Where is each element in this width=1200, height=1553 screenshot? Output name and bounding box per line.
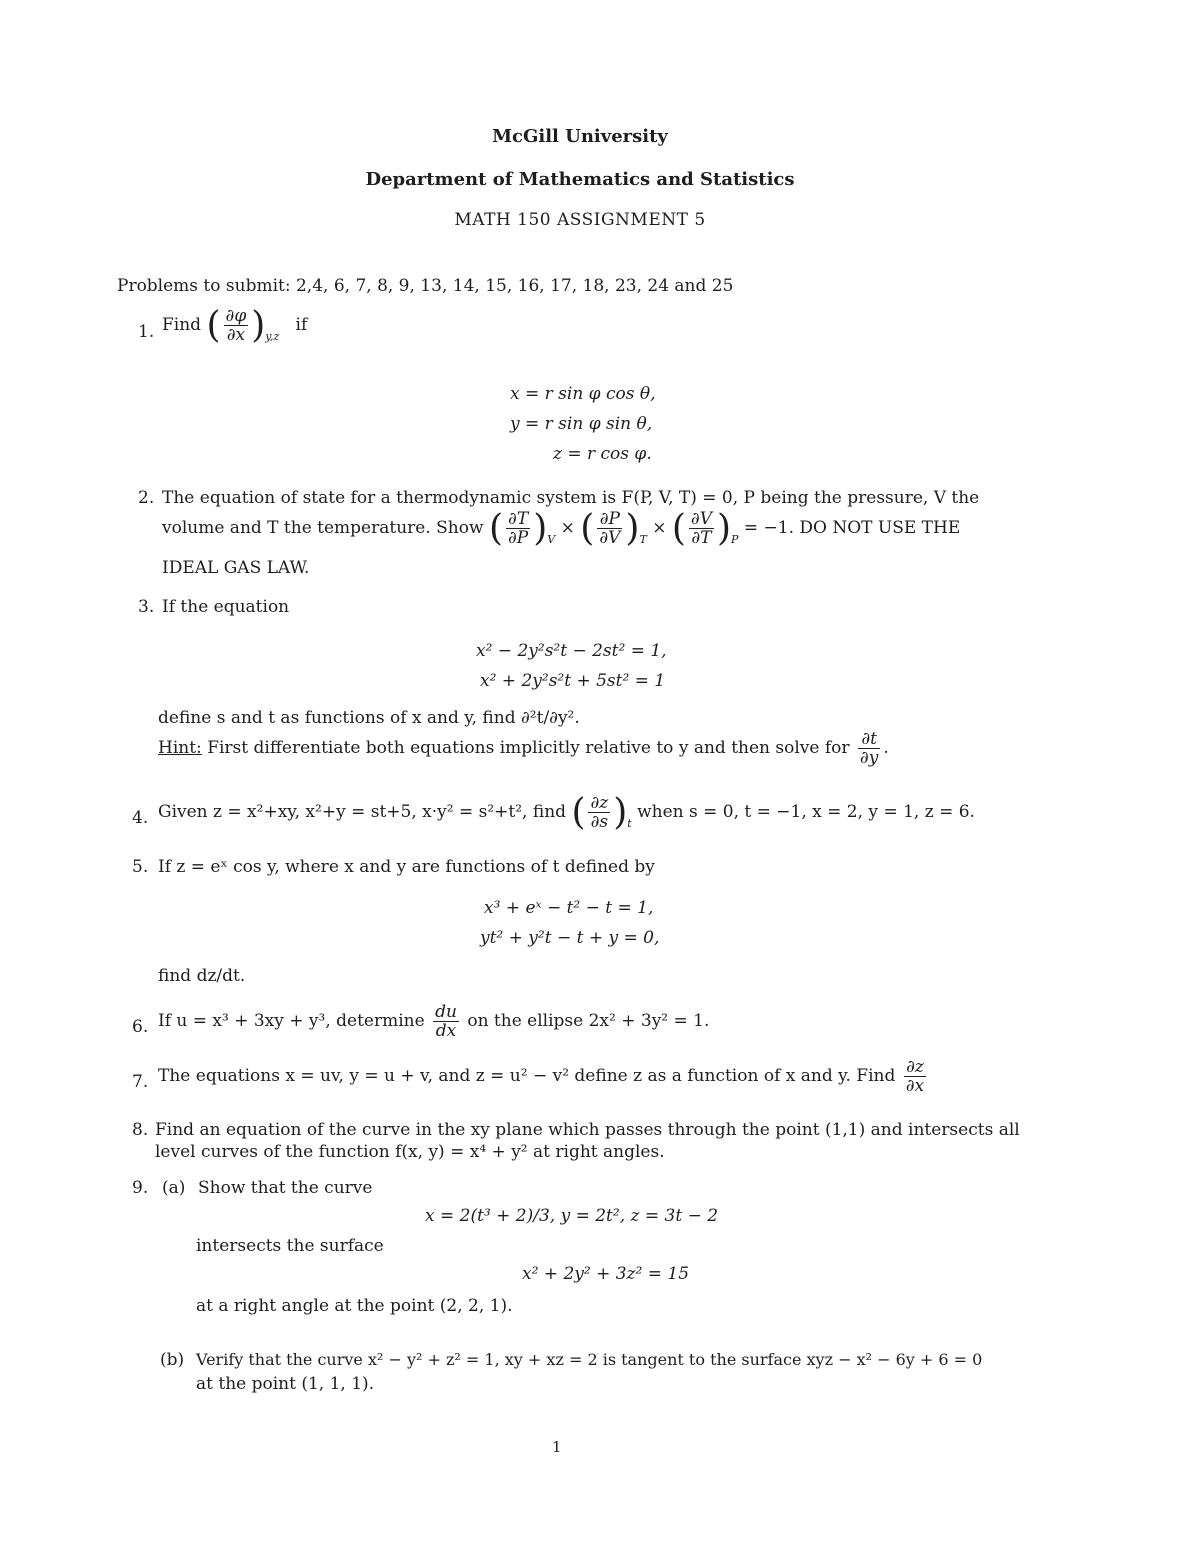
p2-line-2: volume and T the temperature. Show ( $\frac{\partial T}{\partial P}$ )$_V$ × ( $\frac{\partial P}{\partial V}$ )$_T$ × ( $\frac{\partial V}{\partial T}$ )$_P = -1$. DO NOT USE THE — [162, 508, 961, 549]
dz-ds: $\frac{\partial z}{\partial s}$ — [590, 793, 609, 832]
p1-equation-3: z = r cos φ. — [553, 444, 652, 464]
p3-equation-2: x² + 2y²s²t + 5st² = 1 — [480, 671, 666, 691]
p9a-label: (a) — [162, 1178, 186, 1198]
p3-hint: Hint: First differentiate both equations implicitly relative to y and then solve for $\frac{\partial t}{\partial y}$ . — [158, 729, 889, 768]
p4-given-text: Given z = x²+xy, x²+y = st+5, x·y² = s²+t², find — [158, 802, 567, 822]
p2-equals-text: = −1. DO NOT USE THE — [743, 518, 961, 538]
department-name: Department of Mathematics and Statistics — [365, 169, 795, 190]
p5-equation-2: yt² + y²t − t + y = 0, — [480, 928, 660, 948]
dP-dV: $\frac{\partial P}{\partial V}$ — [599, 509, 621, 548]
find-text: Find — [162, 315, 202, 335]
if-text: if — [295, 315, 308, 335]
problem-9-number: 9. — [132, 1178, 149, 1198]
p6-text-2: on the ellipse 2x² + 3y² = 1. — [467, 1011, 710, 1031]
p9b-line-2: at the point (1, 1, 1). — [196, 1374, 375, 1394]
p1-equation-2: y = r sin φ sin θ, — [510, 414, 653, 434]
p6-statement — [158, 1003, 709, 1040]
p9a-line-2: intersects the surface — [196, 1236, 384, 1256]
p9a-line-1: Show that the curve — [198, 1178, 373, 1198]
p6-text-1: If u = x³ + 3xy + y³, determine — [158, 1011, 425, 1031]
p8-line-1: Find an equation of the curve in the xy plane which passes through the point (1,1) and intersects all — [155, 1120, 1020, 1140]
problem-8-number: 8. — [132, 1120, 149, 1140]
problem-4-number: 4. — [132, 808, 149, 828]
p7-statement — [158, 1058, 929, 1095]
p2-line-3: IDEAL GAS LAW. — [162, 558, 310, 578]
problem-6-number: 6. — [132, 1017, 149, 1037]
problem-3-number: 3. — [138, 597, 155, 617]
dz-dx: $\frac{\partial z}{\partial x}$ — [905, 1057, 925, 1096]
problems-to-submit: Problems to submit: 2,4, 6, 7, 8, 9, 13, 14, 15, 16, 17, 18, 23, 24 and 25 — [117, 276, 734, 296]
p9a-line-3: at a right angle at the point (2, 2, 1). — [196, 1296, 513, 1316]
p5-equation-1: x³ + eˣ − t² − t = 1, — [484, 898, 654, 918]
dV-dT: $\frac{\partial V}{\partial T}$ — [690, 509, 712, 548]
p9a-surface-equation: x² + 2y² + 3z² = 15 — [522, 1264, 690, 1284]
dt-dy: $\frac{\partial t}{\partial y}$ — [859, 729, 879, 768]
p9a-curve-equation: x = 2(t³ + 2)/3, y = 2t², z = 3t − 2 — [425, 1206, 719, 1226]
p4-statement: Given z = x²+xy, x²+y = st+5, x·y² = s²+t², find ( $\frac{\partial z}{\partial s}$ )$_t$ when s = 0, t = −1, x = 2, y = 1, z = 6. — [158, 792, 975, 833]
p4-when-text: when s = 0, t = −1, x = 2, y = 1, z = 6. — [637, 802, 975, 822]
p3-line-2: define s and t as functions of x and y, find ∂²t/∂y². — [158, 708, 580, 728]
p9b-label: (b) — [160, 1350, 185, 1370]
assignment-title: MATH 150 ASSIGNMENT 5 — [454, 210, 706, 230]
p3-equation-1: x² − 2y²s²t − 2st² = 1, — [476, 641, 667, 661]
university-name: McGill University — [492, 126, 668, 147]
problem-2-number: 2. — [138, 488, 155, 508]
p8-line-2: level curves of the function f(x, y) = x⁴ + y² at right angles. — [155, 1142, 665, 1162]
problem-1-statement: Find ( $\frac{\partial\varphi}{\partial x}$ )$_{y,z}$ if — [162, 305, 308, 346]
p7-text: The equations x = uv, y = u + v, and z = u² − v² define z as a function of x and y. Find — [158, 1066, 896, 1086]
p1-equation-1: x = r sin φ cos θ, — [510, 384, 656, 404]
hint-text: First differentiate both equations implicitly relative to y and then solve for — [207, 738, 850, 758]
p2-line-1: The equation of state for a thermodynamic system is F(P, V, T) = 0, P being the pressure, V the — [162, 488, 980, 508]
partial-phi-x: $\frac{\partial\varphi}{\partial x}$ — [225, 306, 247, 345]
dT-dP: $\frac{\partial T}{\partial P}$ — [508, 509, 529, 548]
problem-7-number: 7. — [132, 1072, 149, 1092]
p5-line-2: find dz/dt. — [158, 966, 246, 986]
subscript: y,z — [265, 330, 280, 343]
p9b-line-1: Verify that the curve x² − y² + z² = 1, xy + xz = 2 is tangent to the surface xyz − x² − 6y + 6 = 0 — [196, 1350, 983, 1369]
p2-show-text: volume and T the temperature. Show — [162, 518, 484, 538]
hint-label: Hint: — [158, 738, 202, 758]
du-dx: $\frac{du}{dx}$ — [435, 1002, 457, 1041]
p5-line-1: If z = eˣ cos y, where x and y are functions of t defined by — [158, 857, 655, 877]
problem-1-number: 1. — [138, 322, 155, 342]
p3-line-1: If the equation — [162, 597, 290, 617]
page-number: 1 — [552, 1438, 562, 1456]
problem-5-number: 5. — [132, 857, 149, 877]
